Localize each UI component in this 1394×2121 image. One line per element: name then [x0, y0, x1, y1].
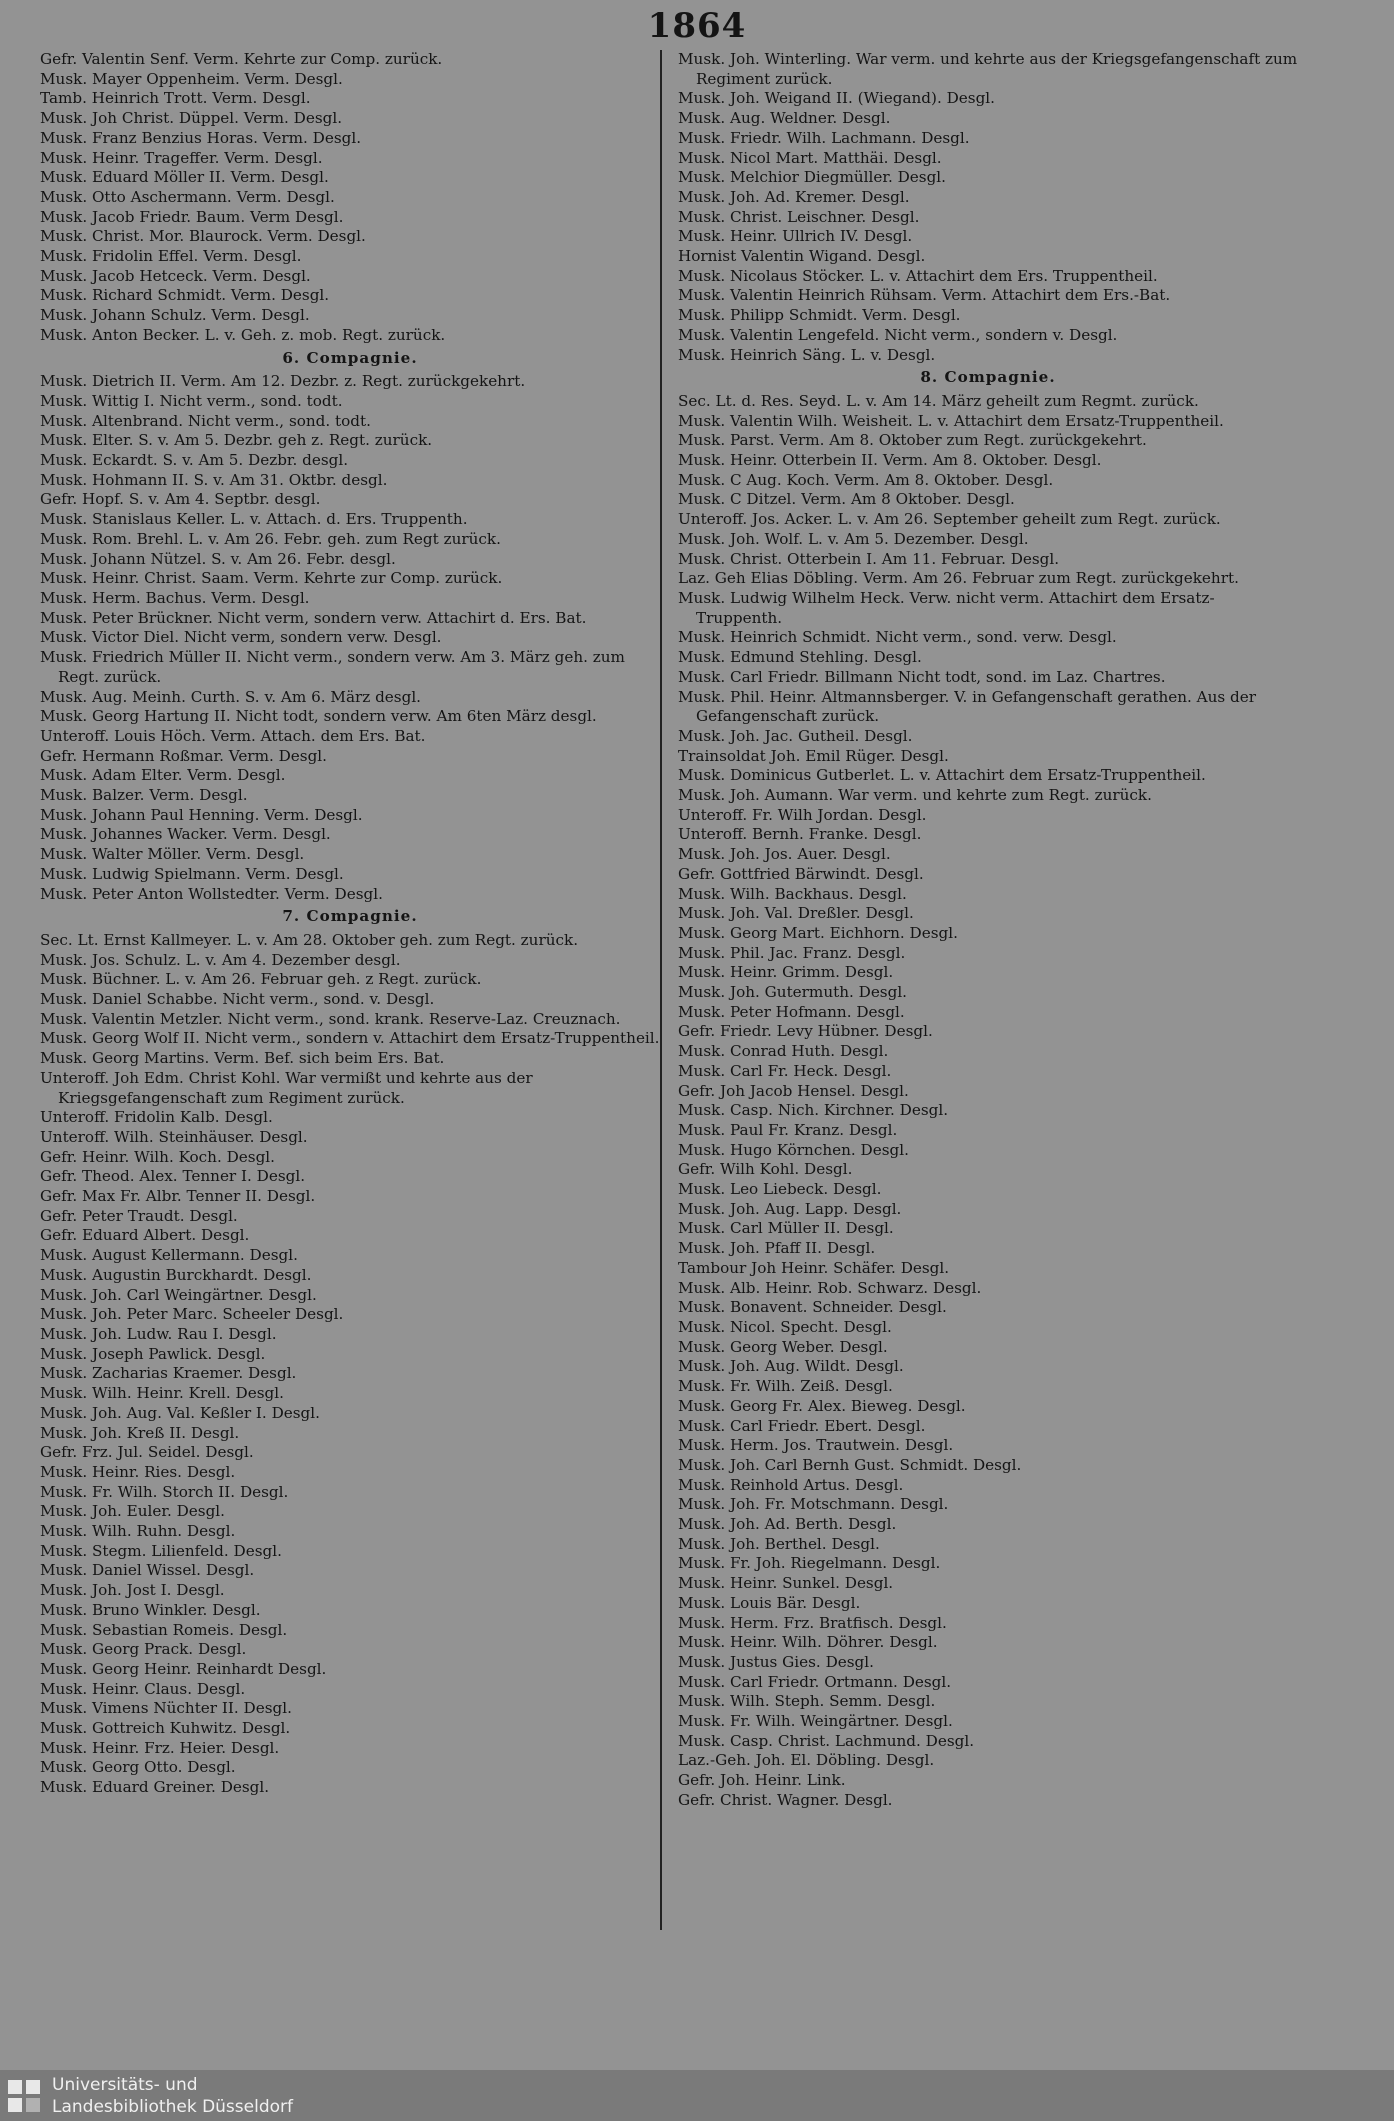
list-entry: Musk. Justus Gies. Desgl.	[678, 1652, 874, 1671]
list-entry: Musk. Joh. Wolf. L. v. Am 5. Dezember. Desgl.	[678, 529, 1029, 548]
list-entry: Musk. Joh. Jos. Auer. Desgl.	[678, 845, 891, 864]
list-entry: Musk. Louis Bär. Desgl.	[678, 1593, 861, 1612]
list-entry: Musk. Heinr. Ullrich IV. Desgl.	[678, 227, 913, 246]
list-entry: Musk. Joh. Aug. Wildt. Desgl.	[678, 1357, 904, 1376]
list-entry: Musk. Franz Benzius Horas. Verm. Desgl.	[40, 128, 362, 147]
right-top-list	[678, 50, 1298, 365]
list-entry: Musk. Aug. Weldner. Desgl.	[678, 109, 891, 128]
list-entry: Musk. Georg Wolf II. Nicht verm., sondern v. Attachirt dem Ersatz-Truppentheil.	[40, 1029, 660, 1048]
list-entry: Musk. Phil. Jac. Franz. Desgl.	[678, 943, 906, 962]
list-entry: Musk. Dietrich II. Verm. Am 12. Dezbr. z. Regt. zurückgekehrt.	[40, 372, 526, 391]
list-entry: Musk. Heinrich Säng. L. v. Desgl.	[678, 345, 936, 364]
list-entry: Musk. Johann Paul Henning. Verm. Desgl.	[40, 805, 363, 824]
list-entry: Musk. Nicol. Specht. Desgl.	[678, 1318, 892, 1336]
list-entry: Musk. Eckardt. S. v. Am 5. Dezbr. desgl.	[40, 451, 349, 470]
list-entry: Musk. Georg Fr. Alex. Bieweg. Desgl.	[678, 1396, 966, 1415]
list-entry: Unteroff. Bernh. Franke. Desgl.	[678, 825, 922, 844]
list-entry: Musk. Christ. Otterbein I. Am 11. Februar. Desgl.	[678, 549, 1060, 568]
list-entry: Musk. Heinr. Otterbein II. Verm. Am 8. Oktober. Desgl.	[678, 451, 1102, 470]
list-entry: Musk. Sebastian Romeis. Desgl.	[40, 1620, 288, 1639]
list-entry: Musk. Joh. Euler. Desgl.	[40, 1502, 225, 1521]
list-entry: Musk. C Ditzel. Verm. Am 8 Oktober. Desgl.	[678, 490, 1015, 509]
list-entry: Musk. Joseph Pawlick. Desgl.	[40, 1344, 266, 1363]
list-entry: Musk. Aug. Meinh. Curth. S. v. Am 6. März desgl.	[40, 687, 421, 706]
list-entry: Musk. Eduard Greiner. Desgl.	[40, 1778, 270, 1797]
list-entry: Musk. Nicol Mart. Matthäi. Desgl.	[678, 148, 942, 167]
list-entry: Musk. Christ. Mor. Blaurock. Verm. Desgl.	[40, 227, 366, 246]
list-entry: Musk. Adam Elter. Verm. Desgl.	[40, 766, 286, 785]
list-entry: Musk. Jacob Hetceck. Verm. Desgl.	[40, 266, 311, 285]
list-entry: Musk. Christ. Leischner. Desgl.	[678, 207, 920, 226]
list-entry: Unteroff. Fridolin Kalb. Desgl.	[40, 1108, 273, 1127]
list-entry: Musk. Casp. Nich. Kirchner. Desgl.	[678, 1101, 949, 1120]
list-entry: Gefr. Christ. Wagner. Desgl.	[678, 1790, 893, 1809]
list-entry: Musk. Edmund Stehling. Desgl.	[678, 648, 922, 667]
list-entry: Musk. Joh. Weigand II. (Wiegand). Desgl.	[678, 89, 995, 108]
list-entry: Musk. Balzer. Verm. Desgl.	[40, 786, 248, 805]
list-entry: Unteroff. Louis Höch. Verm. Attach. dem Ers. Bat.	[40, 726, 426, 745]
list-entry: Musk. Augustin Burckhardt. Desgl.	[40, 1265, 312, 1284]
list-entry: Musk. Parst. Verm. Am 8. Oktober zum Regt. zurückgekehrt.	[678, 431, 1147, 450]
list-entry: Musk. Mayer Oppenheim. Verm. Desgl.	[40, 69, 343, 88]
list-entry: Musk. Vimens Nüchter II. Desgl.	[40, 1699, 292, 1718]
list-entry: Musk. Valentin Lengefeld. Nicht verm., sondern v. Desgl.	[678, 325, 1118, 344]
list-entry: Laz.-Geh. Joh. El. Döbling. Desgl.	[678, 1751, 935, 1770]
list-entry: Gefr. Theod. Alex. Tenner I. Desgl.	[40, 1167, 306, 1186]
list-entry: Musk. Alb. Heinr. Rob. Schwarz. Desgl.	[678, 1278, 982, 1297]
list-entry: Gefr. Eduard Albert. Desgl.	[40, 1226, 250, 1245]
list-entry: Musk. Heinr. Trageffer. Verm. Desgl.	[40, 148, 323, 167]
list-entry: Trainsoldat Joh. Emil Rüger. Desgl.	[678, 746, 949, 765]
list-entry: Musk. Johann Schulz. Verm. Desgl.	[40, 306, 310, 325]
list-entry: Musk. Fr. Wilh. Weingärtner. Desgl.	[678, 1712, 953, 1731]
list-entry: Gefr. Heinr. Wilh. Koch. Desgl.	[40, 1147, 275, 1166]
list-entry: Musk. Zacharias Kraemer. Desgl.	[40, 1364, 297, 1383]
list-entry: Musk. Fr. Joh. Riegelmann. Desgl.	[678, 1554, 941, 1573]
list-entry: Tambour Joh Heinr. Schäfer. Desgl.	[678, 1258, 950, 1277]
list-entry: Musk. Jos. Schulz. L. v. Am 4. Dezember desgl.	[40, 950, 401, 969]
list-entry: Musk. Joh. Jost I. Desgl.	[40, 1581, 225, 1600]
list-entry: Musk. Peter Brückner. Nicht verm, sondern verw. Attachirt d. Ers. Bat.	[40, 608, 587, 627]
heading-compagnie-6: 6. Compagnie.	[282, 348, 418, 367]
list-entry: Musk. Fridolin Effel. Verm. Desgl.	[40, 247, 302, 266]
list-entry: Musk. Joh. Winterling. War verm. und kehrte aus der Kriegsgefangenschaft zum Regiment zurück.	[678, 50, 1298, 88]
left-column	[40, 50, 660, 1798]
list-entry: Musk. Joh. Gutermuth. Desgl.	[678, 983, 908, 1002]
list-entry: Musk. Hohmann II. S. v. Am 31. Oktbr. desgl.	[40, 470, 388, 489]
list-entry: Gefr. Hopf. S. v. Am 4. Septbr. desgl.	[40, 490, 321, 509]
list-entry: Hornist Valentin Wigand. Desgl.	[678, 247, 926, 266]
footer-line-2: Landesbibliothek Düsseldorf	[52, 2097, 293, 2117]
list-entry: Musk. Melchior Diegmüller. Desgl.	[678, 168, 946, 187]
list-entry: Musk. Georg Weber. Desgl.	[678, 1337, 888, 1356]
compagnie-7-list	[40, 931, 660, 1798]
list-entry: Musk. Valentin Heinrich Rühsam. Verm. Attachirt dem Ers.-Bat.	[678, 286, 1171, 305]
list-entry: Musk. Dominicus Gutberlet. L. v. Attachirt dem Ersatz-Truppentheil.	[678, 766, 1206, 785]
list-entry: Musk. Stegm. Lilienfeld. Desgl.	[40, 1541, 282, 1560]
list-entry: Musk. Heinr. Frz. Heier. Desgl.	[40, 1738, 280, 1757]
left-top-list	[40, 50, 660, 346]
column-divider	[660, 50, 662, 1930]
list-entry: Musk. Carl Fr. Heck. Desgl.	[678, 1061, 892, 1080]
page-number: 1864	[647, 6, 747, 46]
list-entry: Musk. Joh Christ. Düppel. Verm. Desgl.	[40, 109, 343, 128]
list-entry: Musk. Bruno Winkler. Desgl.	[40, 1600, 261, 1619]
list-entry: Laz. Geh Elias Döbling. Verm. Am 26. Februar zum Regt. zurückgekehrt.	[678, 569, 1239, 588]
footer-bar	[0, 2070, 1394, 2121]
compagnie-6-list	[40, 372, 660, 904]
list-entry: Musk. Joh. Kreß II. Desgl.	[40, 1423, 240, 1442]
list-entry: Sec. Lt. Ernst Kallmeyer. L. v. Am 28. Oktober geh. zum Regt. zurück.	[40, 930, 579, 949]
list-entry: Gefr. Friedr. Levy Hübner. Desgl.	[678, 1022, 933, 1041]
list-entry: Musk. Heinr. Christ. Saam. Verm. Kehrte zur Comp. zurück.	[40, 569, 503, 588]
list-entry: Musk. Walter Möller. Verm. Desgl.	[40, 845, 305, 864]
list-entry: Musk. Fr. Wilh. Storch II. Desgl.	[40, 1482, 289, 1501]
list-entry: Musk. Wilh. Steph. Semm. Desgl.	[678, 1692, 936, 1711]
list-entry: Musk. Elter. S. v. Am 5. Dezbr. geh z. Regt. zurück.	[40, 431, 433, 450]
list-entry: Musk. Heinr. Claus. Desgl.	[40, 1679, 246, 1698]
list-entry: Gefr. Max Fr. Albr. Tenner II. Desgl.	[40, 1187, 316, 1206]
list-entry: Musk. Paul Fr. Kranz. Desgl.	[678, 1120, 898, 1139]
list-entry: Musk. Friedrich Müller II. Nicht verm., sondern verw. Am 3. März geh. zum Regt. zurück.	[40, 648, 625, 686]
list-entry: Musk. Joh. Fr. Motschmann. Desgl.	[678, 1495, 949, 1514]
list-entry: Musk. Bonavent. Schneider. Desgl.	[678, 1298, 947, 1317]
list-entry: Gefr. Hermann Roßmar. Verm. Desgl.	[40, 746, 327, 765]
list-entry: Musk. Herm. Frz. Bratfisch. Desgl.	[678, 1613, 947, 1632]
list-entry: Musk. Altenbrand. Nicht verm., sond. todt.	[40, 411, 371, 430]
list-entry: Gefr. Joh. Heinr. Link.	[678, 1771, 846, 1790]
list-entry: Musk. Nicolaus Stöcker. L. v. Attachirt dem Ers. Truppentheil.	[678, 266, 1158, 285]
list-entry: Musk. Johann Nützel. S. v. Am 26. Febr. desgl.	[40, 549, 396, 568]
list-entry: Musk. Joh. Carl Weingärtner. Desgl.	[40, 1285, 317, 1304]
list-entry: Musk. Georg Prack. Desgl.	[40, 1640, 247, 1659]
list-entry: Musk. Joh. Carl Bernh Gust. Schmidt. Desgl.	[678, 1455, 1022, 1474]
list-entry: Unteroff. Wilh. Steinhäuser. Desgl.	[40, 1127, 308, 1146]
list-entry: Musk. Joh. Val. Dreßler. Desgl.	[678, 904, 914, 923]
library-logo-icon	[8, 2080, 42, 2114]
list-entry: Musk. Friedr. Wilh. Lachmann. Desgl.	[678, 128, 970, 147]
list-entry: Musk. Heinr. Grimm. Desgl.	[678, 963, 894, 982]
list-entry: Musk. Eduard Möller II. Verm. Desgl.	[40, 168, 329, 187]
list-entry: Musk. Georg Martins. Verm. Bef. sich beim Ers. Bat.	[40, 1049, 445, 1068]
list-entry: Musk. Richard Schmidt. Verm. Desgl.	[40, 286, 330, 305]
list-entry: Musk. Anton Becker. L. v. Geh. z. mob. Regt. zurück.	[40, 325, 446, 344]
list-entry: Musk. Daniel Schabbe. Nicht verm., sond. v. Desgl.	[40, 990, 435, 1009]
list-entry: Gefr. Joh Jacob Hensel. Desgl.	[678, 1081, 909, 1100]
list-entry: Musk. Leo Liebeck. Desgl.	[678, 1180, 882, 1199]
list-entry: Musk. Ludwig Wilhelm Heck. Verw. nicht verm. Attachirt dem Ersatz-Truppenth.	[678, 588, 1215, 627]
list-entry: Musk. Wittig I. Nicht verm., sond. todt.	[40, 391, 343, 410]
list-entry: Musk. Stanislaus Keller. L. v. Attach. d. Ers. Truppenth.	[40, 510, 468, 529]
list-entry: Musk. Joh. Ad. Kremer. Desgl.	[678, 187, 910, 206]
list-entry: Musk. Joh. Aumann. War verm. und kehrte zum Regt. zurück.	[678, 786, 1152, 805]
list-entry: Musk. Jacob Friedr. Baum. Verm Desgl.	[40, 207, 344, 226]
compagnie-8-list	[678, 392, 1298, 1811]
list-entry: Musk. Gottreich Kuhwitz. Desgl.	[40, 1719, 291, 1738]
list-entry: Musk. Wilh. Heinr. Krell. Desgl.	[40, 1384, 284, 1403]
list-entry: Sec. Lt. d. Res. Seyd. L. v. Am 14. März geheilt zum Regmt. zurück.	[678, 391, 1199, 410]
list-entry: Musk. Carl Müller II. Desgl.	[678, 1219, 894, 1238]
list-entry: Musk. Carl Friedr. Billmann Nicht todt, sond. im Laz. Chartres.	[678, 667, 1166, 686]
list-entry: Musk. Heinr. Ries. Desgl.	[40, 1462, 236, 1481]
list-entry: Musk. C Aug. Koch. Verm. Am 8. Oktober. Desgl.	[678, 470, 1054, 489]
list-entry: Musk. Peter Anton Wollstedter. Verm. Desgl.	[40, 884, 383, 903]
list-entry: Musk. Joh. Aug. Lapp. Desgl.	[678, 1199, 902, 1218]
list-entry: Musk. Georg Heinr. Reinhardt Desgl.	[40, 1659, 327, 1678]
right-column	[678, 50, 1298, 1811]
list-entry: Unteroff. Jos. Acker. L. v. Am 26. September geheilt zum Regt. zurück.	[678, 510, 1221, 529]
list-entry: Musk. Wilh. Backhaus. Desgl.	[678, 884, 907, 903]
list-entry: Musk. Heinrich Schmidt. Nicht verm., sond. verw. Desgl.	[678, 628, 1117, 647]
heading-compagnie-8: 8. Compagnie.	[920, 368, 1056, 387]
list-entry: Musk. Hugo Körnchen. Desgl.	[678, 1140, 909, 1159]
list-entry: Tamb. Heinrich Trott. Verm. Desgl.	[40, 89, 311, 108]
list-entry: Musk. Joh. Ad. Berth. Desgl.	[678, 1515, 897, 1534]
list-entry: Musk. Fr. Wilh. Zeiß. Desgl.	[678, 1377, 893, 1396]
list-entry: Musk. Valentin Metzler. Nicht verm., sond. krank. Reserve-Laz. Creuznach.	[40, 1009, 621, 1028]
list-entry: Musk. Carl Friedr. Ortmann. Desgl.	[678, 1672, 952, 1691]
list-entry: Gefr. Frz. Jul. Seidel. Desgl.	[40, 1443, 254, 1462]
list-entry: Musk. Heinr. Wilh. Döhrer. Desgl.	[678, 1633, 938, 1652]
list-entry: Musk. Ludwig Spielmann. Verm. Desgl.	[40, 864, 344, 883]
list-entry: Musk. Johannes Wacker. Verm. Desgl.	[40, 825, 331, 844]
list-entry: Gefr. Wilh Kohl. Desgl.	[678, 1160, 853, 1179]
list-entry: Unteroff. Joh Edm. Christ Kohl. War vermißt und kehrte aus der Kriegsgefangenschaft zum Regiment zurück.	[40, 1068, 533, 1107]
list-entry: Musk. Otto Aschermann. Verm. Desgl.	[40, 187, 335, 206]
list-entry: Gefr. Peter Traudt. Desgl.	[40, 1206, 238, 1225]
list-entry: Unteroff. Fr. Wilh Jordan. Desgl.	[678, 805, 927, 824]
list-entry: Musk. Reinhold Artus. Desgl.	[678, 1475, 904, 1494]
list-entry: Musk. Casp. Christ. Lachmund. Desgl.	[678, 1731, 975, 1750]
list-entry: Musk. Heinr. Sunkel. Desgl.	[678, 1574, 894, 1593]
list-entry: Musk. Carl Friedr. Ebert. Desgl.	[678, 1416, 926, 1435]
list-entry: Musk. Philipp Schmidt. Verm. Desgl.	[678, 306, 961, 325]
list-entry: Musk. Joh. Peter Marc. Scheeler Desgl.	[40, 1305, 344, 1324]
list-entry: Musk. Joh. Jac. Gutheil. Desgl.	[678, 726, 913, 745]
list-entry: Gefr. Gottfried Bärwindt. Desgl.	[678, 864, 924, 883]
footer-line-1: Universitäts- und	[52, 2075, 198, 2095]
heading-compagnie-7: 7. Compagnie.	[282, 907, 418, 926]
list-entry: Musk. Valentin Wilh. Weisheit. L. v. Attachirt dem Ersatz-Truppentheil.	[678, 411, 1224, 430]
list-entry: Musk. Joh. Aug. Val. Keßler I. Desgl.	[40, 1403, 320, 1422]
list-entry: Musk. Herm. Jos. Trautwein. Desgl.	[678, 1436, 954, 1455]
list-entry: Musk. Peter Hofmann. Desgl.	[678, 1002, 905, 1021]
list-entry: Musk. Wilh. Ruhn. Desgl.	[40, 1522, 236, 1541]
list-entry: Musk. Daniel Wissel. Desgl.	[40, 1561, 255, 1580]
list-entry: Musk. August Kellermann. Desgl.	[40, 1246, 298, 1265]
list-entry: Musk. Joh. Pfaff II. Desgl.	[678, 1239, 876, 1258]
list-entry: Musk. Herm. Bachus. Verm. Desgl.	[40, 588, 310, 607]
list-entry: Gefr. Valentin Senf. Verm. Kehrte zur Comp. zurück.	[40, 50, 443, 68]
list-entry: Musk. Victor Diel. Nicht verm, sondern verw. Desgl.	[40, 628, 442, 647]
list-entry: Musk. Conrad Huth. Desgl.	[678, 1042, 889, 1061]
list-entry: Musk. Georg Mart. Eichhorn. Desgl.	[678, 923, 958, 942]
list-entry: Musk. Georg Hartung II. Nicht todt, sondern verw. Am 6ten März desgl.	[40, 707, 597, 726]
list-entry: Musk. Rom. Brehl. L. v. Am 26. Febr. geh. zum Regt zurück.	[40, 529, 501, 548]
list-entry: Musk. Joh. Berthel. Desgl.	[678, 1534, 880, 1553]
list-entry: Musk. Joh. Ludw. Rau I. Desgl.	[40, 1325, 277, 1343]
list-entry: Musk. Georg Otto. Desgl.	[40, 1758, 236, 1777]
list-entry: Musk. Büchner. L. v. Am 26. Februar geh. z Regt. zurück.	[40, 970, 482, 989]
list-entry: Musk. Phil. Heinr. Altmannsberger. V. in Gefangenschaft gerathen. Aus der Gefangenschaft zurück.	[678, 687, 1257, 726]
